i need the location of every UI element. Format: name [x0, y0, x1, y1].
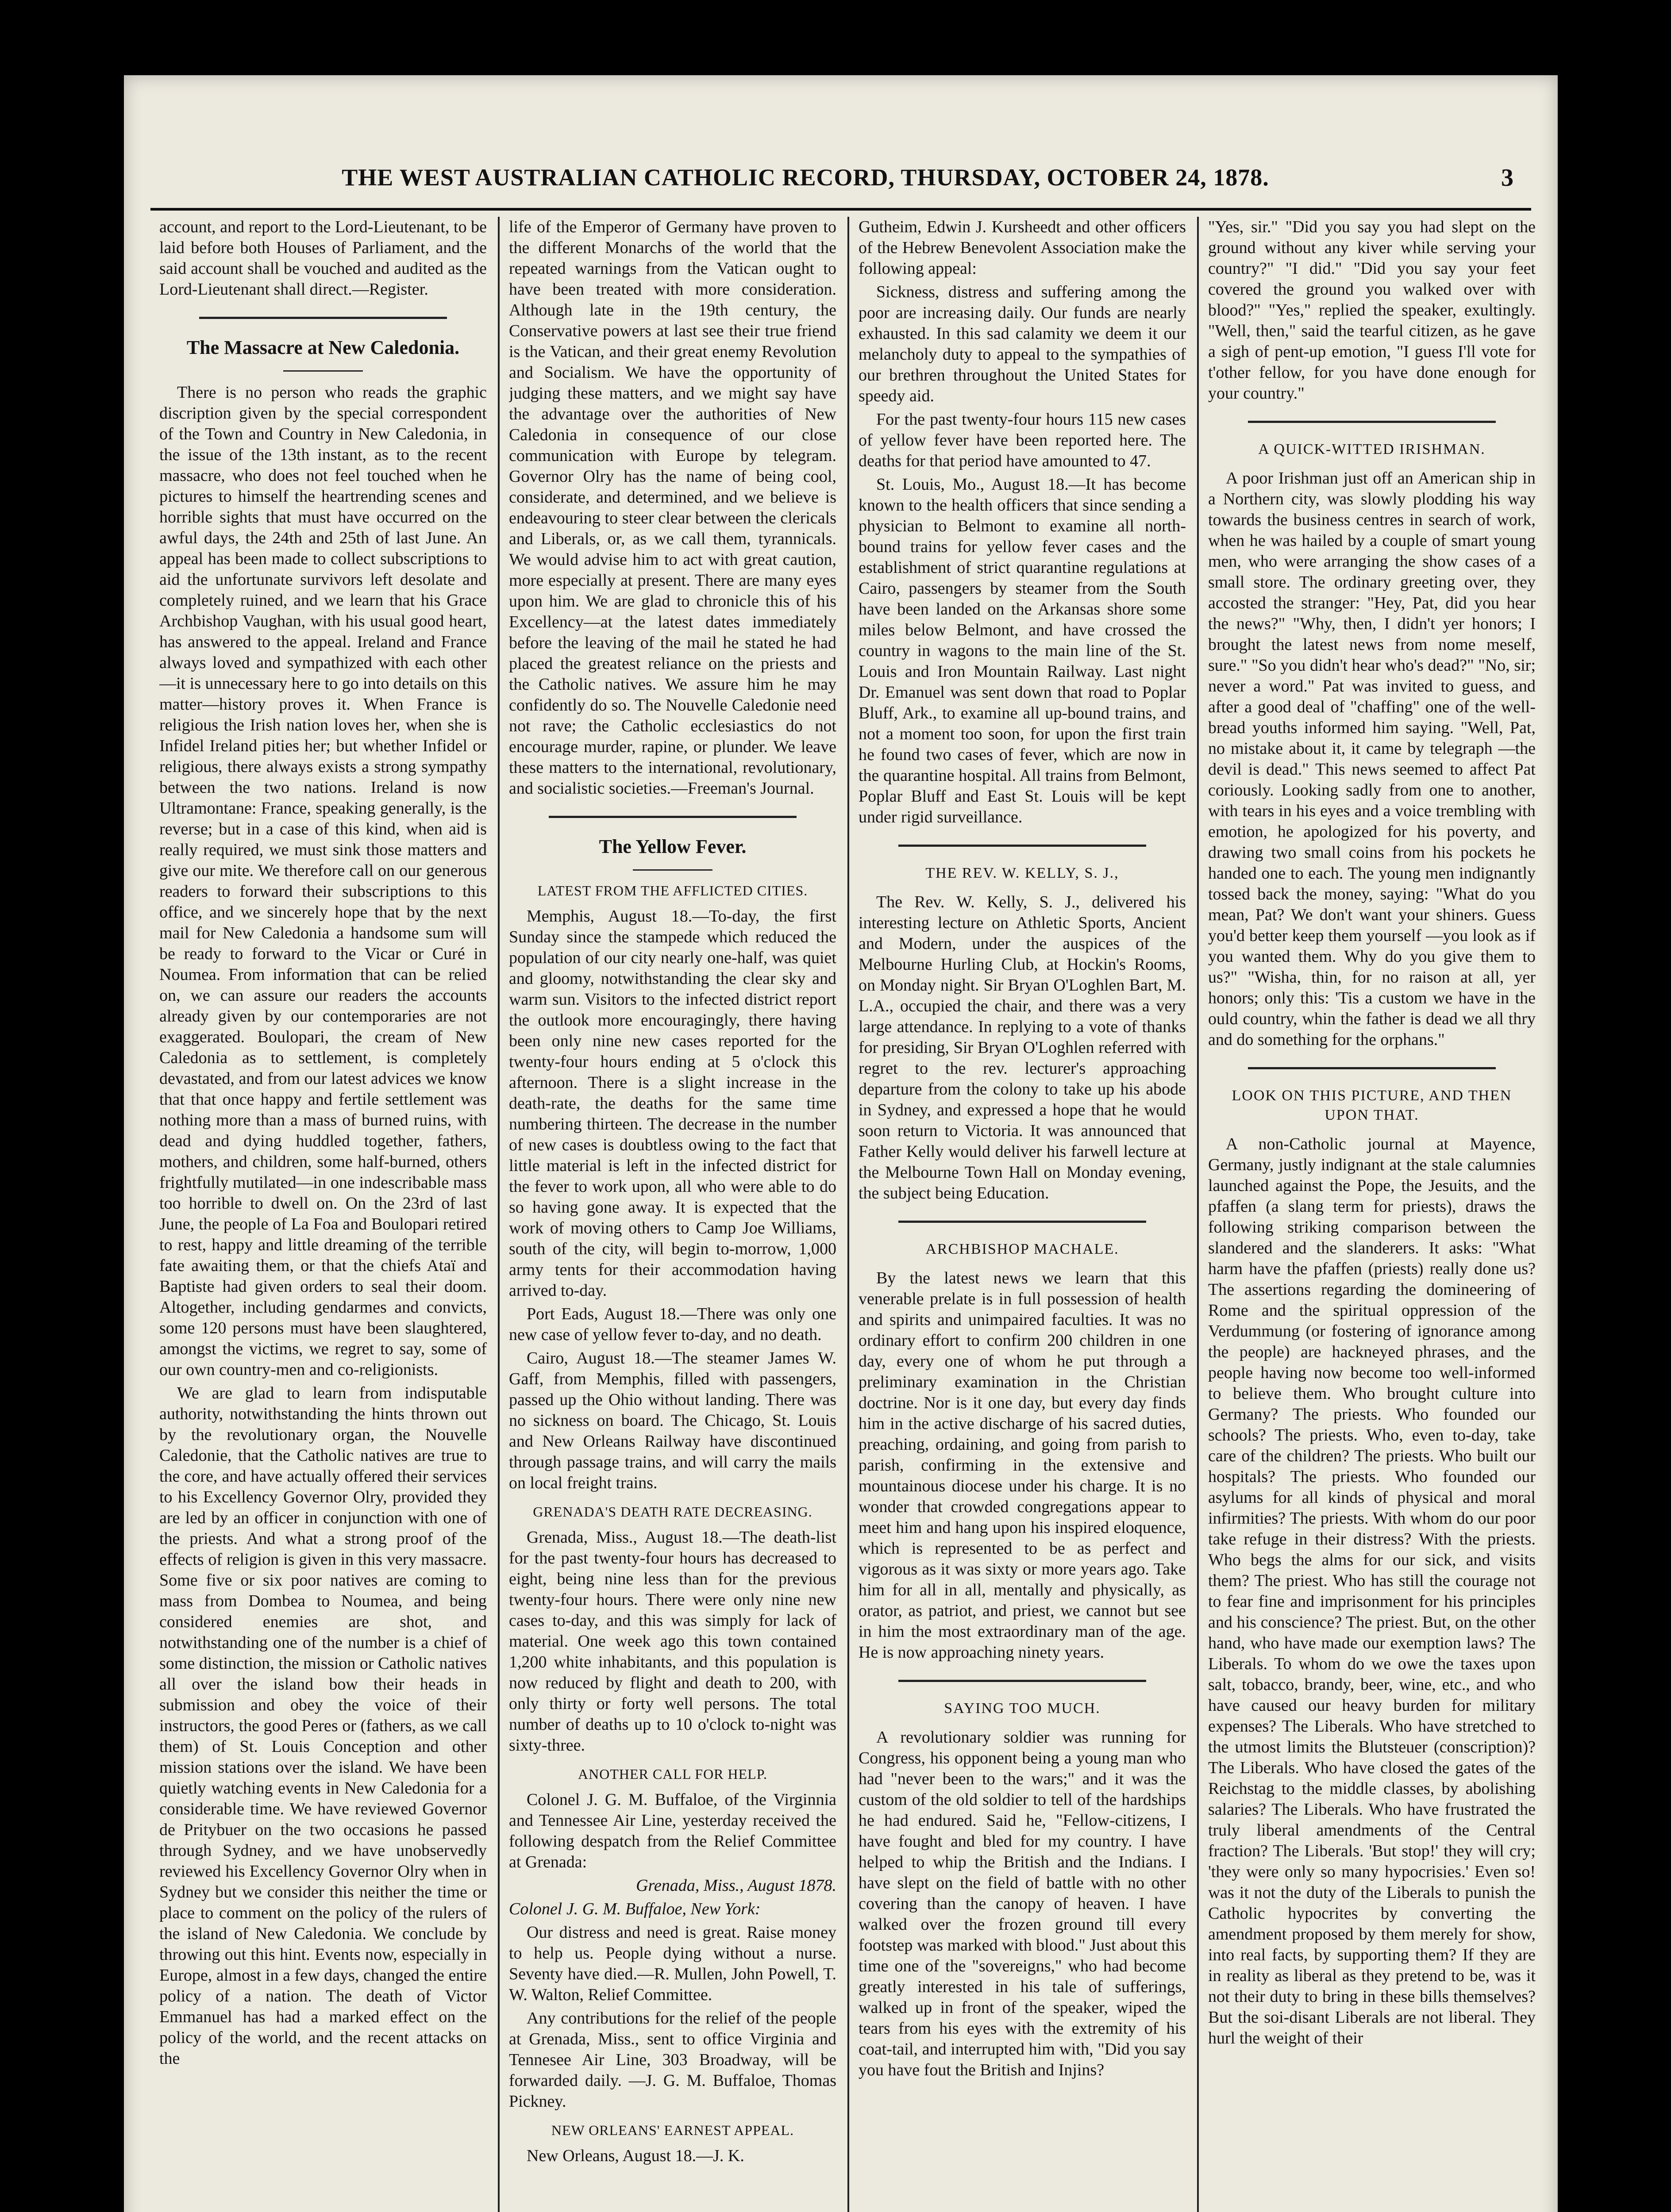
paragraph: We are glad to learn from indisputable authority, notwithstanding the hints thrown out by the revolutionary organ, the Nouvelle Caledonie, that the Catholic natives are true to the core, and have actually offered their services to his Excellency Governor Olry, provided they are led by an officer in conjunction with one of the priests. And what a strong proof of the effects of religion is given in this very massacre. Some five or six poor natives are coming to mass from Dombea to Noumea, and being considered enemies are shot, and notwithstanding one of the number is a chief of some distinction, the mission or Catholic natives all over the island bow their heads in submission and obey the voice of their instructors, the good Peres or (fathers, as we call them) of St. Louis Conception and other mission stations over the island. We have been quietly watching events in New Caledonia for a considerable time. We have reviewed Governor de Pritybuer on the two occasions he passed through Sydney, and we have unobservedly reviewed his Excellency Governor Olry when in Sydney but we consider this neither the time or place to comment on the policy of the rulers of the island of New Caledonia. We conclude by throwing out this hint. Events now, especially in Europe, almost in a few days, changed the entire policy of a nation. The death of Victor Emmanuel has had a marked effect on the policy of the world, and the recent attacks on the — [159, 1384, 487, 2068]
section-rule — [1248, 421, 1496, 423]
page-header — [150, 155, 1531, 211]
paragraph: St. Louis, Mo., August 18.—It has become known to the health officers that since sending a physician to Belmont to examine all north-bound trains for yellow fever cases and the establishment of strict quarantine regulations at Cairo, passengers by steamer from the South have been landed on the Arkansas shore some miles below Belmont, and have crossed the country in wagons to the main line of the St. Louis and Iron Mountain Railway. Last night Dr. Emanuel was sent down that road to Poplar Bluff, Ark., to examine all up-bound trains, and not a moment too soon, for upon the first train he found two cases of fever, which are now in the quarantine hospital. All trains from Belmont, Poplar Bluff and East St. Louis will be kept under rigid surveillance. — [859, 475, 1186, 826]
section-rule — [1248, 1067, 1496, 1069]
paragraph: Sickness, distress and suffering among the poor are increasing daily. Our funds are nearly exhausted. In this sad calamity we deem it our melancholy duty to appeal to the sympathies of our brethren throughout the United States for speedy aid. — [859, 283, 1186, 405]
heading-rule — [633, 869, 712, 871]
column-2 — [509, 217, 836, 2212]
article-continuation: life of the Emperor of Germany have proven to the different Monarchs of the world that the repeated warnings from the Vatican ought to have been treated with more consideration. Although late in the 19th century, the Conservative powers at last see their true friend is the Vatican, and their great enemy Revolution and Socialism. We have the opportunity of judging these matters, and we might say have the advantage over the authorities of New Caledonia in consequence of our close communication with Europe by telegram. Governor Olry has the name of being cool, considerate, and determined, and we believe is endeavouring to steer clear between the clericals and Liberals, or, as we call them, tyrannicals. We would advise him to act with great caution, more especially at present. There are many eyes upon him. We are glad to chronicle this of his Excellency—at the latest dates immediately before the leaving of the mail he stated he had placed the greatest reliance on the priests and the Catholic natives. We assure him he may confidently do so. The Nouvelle Caledonie need not rave; the Catholic ecclesiastics do not encourage murder, rapine, or plunder. We leave these matters to the international, revolutionary, and socialistic societies.—Freeman's Journal. — [509, 218, 836, 798]
article-continuation: account, and report to the Lord-Lieutenant, to be laid before both Houses of Parliament, and the said account shall be vouched and audited as the Lord-Lieutenant shall direct.—Register. — [159, 218, 487, 299]
column-divider — [498, 217, 500, 2212]
paragraph: There is no person who reads the graphic discription given by the special correspondent of the Town and Country in New Caledonia, in the issue of the 13th instant, as to the recent massacre, who does not feel touched when he pictures to himself the heartrending scenes and horrible sights that must have occurred on the awful days, the 24th and 25th of last June. An appeal has been made to collect subscriptions to aid the unfortunate survivors left desolate and completely ruined, and we learn that his Grace Archbishop Vaughan, with his usual good heart, has answered to the appeal. Ireland and France always loved and sympathized with each other—it is unnecessary here to go into details on this matter—history proves it. When France is religious the Irish nation loves her, when she is Infidel Ireland pities her; but whether Infidel or religious, there always exists a strong sympathy between the two nations. Ireland is now Ultramontane: France, speaking generally, is the reverse; but in a case of this kind, when aid is really required, we must sink those matters and give our mite. We therefore call on our generous readers to forward their subscriptions to this office, and we sincerely hope that by the next mail for New Caledonia a handsome sum will be ready to forward to the Vicar or Curé in Noumea. From information that can be relied on, we can assure our readers the accounts already given by our contemporaries are not exaggerated. Boulopari, the cream of New Caledonia as to settlement, is completely devastated, and from our latest advices we know that that once happy and fertile settlement was nothing more than a mass of burned ruins, with dead and dying huddled together, fathers, mothers, and children, some half-burned, others frightfully mutilated—in one indescribable mass too horrible to dwell on. On the 23rd of last June, the people of La Foa and Boulopari retired to rest, happy and little dreaming of the terrible fate awaiting them, or that the chiefs Ataï and Baptiste had given orders to seal their doom. Altogether, including gendarmes and convicts, some 120 persons must have been slaughtered, amongst the victims, we regret to say, some of our own country-men and co-religionists. — [159, 383, 487, 1379]
paragraph: Grenada, Miss., August 18.—The death-list for the past twenty-four hours has decreased to eight, being nine less than for the previous twenty-four hours. There were only nine new cases to-day, and this was simply for lack of material. One week ago this town contained 1,200 white inhabitants, and this population is now reduced by flight and death to 200, with only thirty or forty well persons. The total number of deaths up to 10 o'clock to-night was sixty-three. — [509, 1528, 836, 1755]
column-3 — [859, 217, 1186, 2212]
paragraph: New Orleans, August 18.—J. K. — [527, 2147, 744, 2165]
paragraph: For the past twenty-four hours 115 new cases of yellow fever have been reported here. The deaths for that period have amounted to 47. — [859, 410, 1186, 470]
article-continuation: "Yes, sir." "Did you say you had slept on the ground without any kiver while serving your country?" "I did." "Did you say your feet covered the ground you walked over with blood?" "Yes," replied the speaker, exultingly. "Well, then," said the tearful citizen, as he gave a sigh of pent-up emotion, "I guess I'll vote for t'other fellow, for you have done enough for your country." — [1208, 218, 1536, 403]
column-1 — [159, 217, 487, 2212]
article-continuation: Gutheim, Edwin J. Kursheedt and other officers of the Hebrew Benevolent Association make the following appeal: — [859, 218, 1186, 278]
heading-rule — [283, 370, 363, 372]
article-heading-archbishop-machale: ARCHBISHOP MACHALE. — [925, 1241, 1119, 1257]
section-rule — [898, 845, 1146, 847]
article-heading-yellow-fever: The Yellow Fever. — [599, 836, 747, 857]
section-rule — [199, 317, 447, 319]
column-4 — [1208, 217, 1536, 2212]
paragraph: Any contributions for the relief of the people at Grenada, Miss., sent to office Virginia and Tennesee Air Line, 303 Broadway, will be forwarded daily. —J. G. M. Buffaloe, Thomas Pickney. — [509, 2009, 836, 2111]
paragraph: By the latest news we learn that this venerable prelate is in full possession of health and spirits and unimpaired faculties. It was no ordinary effort to confirm 200 children in one day, every one of whom he put through a preliminary examination in the Christian doctrine. Nor is it one day, but every day finds him in the active discharge of his sacred duties, preaching, ordaining, and going from parish to parish, confirming in the extensive and mountainous diocese under his charge. It is no wonder that crowded congregations appear to meet him and hang upon his inspired eloquence, which is represented to be as perfect and vigorous as it was sixty or more years ago. Take him for all in all, mentally and physically, as orator, as patriot, and priest, we cannot but see in him the most extraordinary man of the age. He is now approaching ninety years. — [859, 1269, 1186, 1662]
article-heading-quick-witted-irishman: A QUICK-WITTED IRISHMAN. — [1258, 441, 1486, 457]
article-heading-new-caledonia: The Massacre at New Caledonia. — [186, 337, 460, 358]
paragraph: A revolutionary soldier was running for Congress, his opponent being a young man who had "never been to the wars;" and it was the custom of the old soldier to tell of the hardships he had endured. Said he, "Fellow-citizens, I have fought and bled for my country. I have helped to whip the British and the Indians. I have slept on the field of battle with no other covering than the canopy of heaven. I have walked over the frozen ground till every footstep was marked with blood." Just about this time one of the "sovereigns," who had become greatly interested in his tale of sufferings, walked up in front of the speaker, wiped the tears from his eyes with the extremity of his coat-tail, and interrupted him with, "Did you say you have fout the British and Injins? — [859, 1728, 1186, 2079]
dateline: Grenada, Miss., August 1878. — [636, 1876, 836, 1895]
subheading: NEW ORLEANS' EARNEST APPEAL. — [551, 2122, 794, 2138]
paragraph: A poor Irishman just off an American ship in a Northern city, was slowly plodding his way towards the business centres in search of work, when he was hailed by a couple of smart young men, who were arranging the show cases of a small store. The ordinary greeting over, they accosted the stranger: "Hey, Pat, did you hear the news?" "Why, then, I didn't yer honors; I brought the latest news from nome meself, sure." "So you didn't hear who's dead?" "No, sir; never a word." Pat was invited to guess, and after a good deal of "chaffing" one of the well-bread youths informed him saying. "Well, Pat, no mistake about it, it came by telegraph —the devil is dead." This news seemed to affect Pat coriously. Looking sadly from one to another, with tears in his eyes and a voice trembling with emotion, he apologized for his poverty, and drawing two small coins from his pockets he handed one to each. The young men indignantly tossed back the money, saying: "What do you mean, Pat? We don't want your shiners. Guess you'd better keep them yourself —you look as if you wanted them. Why do you give them to us?" "Wisha, thin, for no raison at all, yer honors; only this: 'Tis a custom we have in the ould country, whin the father is dead we all thry and do something for the orphans." — [1208, 469, 1536, 1049]
subheading: GRENADA'S DEATH RATE DECREASING. — [533, 1504, 812, 1520]
running-title: THE WEST AUSTRALIAN CATHOLIC RECORD, THURSDAY, OCTOBER 24, 1878. — [342, 164, 1269, 191]
section-rule — [549, 816, 797, 818]
subheading: ANOTHER CALL FOR HELP. — [578, 1766, 767, 1782]
page-number: 3 — [1501, 164, 1513, 192]
column-divider — [1197, 217, 1199, 2212]
paragraph: Memphis, August 18.—To-day, the first Sunday since the stampede which reduced the population of our city nearly one-half, was quiet and gloomy, notwithstanding the clear sky and warm sun. Visitors to the infected district report the outlook more encouragingly, there having been only nine new cases reported for the twenty-four hours ending at 5 o'clock this afternoon. There is a slight increase in the death-rate, the deaths for the same time numbering thirteen. The decrease in the number of new cases is doubtless owing to the fact that little material is left in the infected district for the fever to work upon, all who were able to do so having gone away. It is expected that the work of moving others to Camp Joe Williams, south of the city, will begin to-morrow, 1,000 army tents for their accommodation having arrived to-day. — [509, 907, 836, 1300]
article-heading-saying-too-much: SAYING TOO MUCH. — [944, 1700, 1101, 1717]
article-heading-look-on-this-picture: LOOK ON THIS PICTURE, AND THEN UPON THAT. — [1232, 1087, 1512, 1123]
paragraph: Our distress and need is great. Raise money to help us. People dying without a nurse. Seventy have died.—R. Mullen, John Powell, T. W. Walton, Relief Committee. — [509, 1923, 836, 2004]
paragraph: Colonel J. G. M. Buffaloe, of the Virginnia and Tennessee Air Line, yesterday received the following despatch from the Relief Committee at Grenada: — [509, 1790, 836, 1871]
column-divider — [847, 217, 849, 2212]
newspaper-page — [124, 75, 1558, 2212]
addressee: Colonel J. G. M. Buffaloe, New York: — [509, 1900, 761, 1918]
paragraph: The Rev. W. Kelly, S. J., delivered his interesting lecture on Athletic Sports, Ancient and Modern, under the auspices of the Melbourne Hurling Club, at Hockin's Rooms, on Monday night. Sir Bryan O'Loghlen Bart, M. L.A., occupied the chair, and there was a very large attendance. In replying to a vote of thanks for presiding, Sir Bryan O'Loghlen referred with regret to the rev. lecturer's approaching departure from the colony to take up his abode in Sydney, and expressed a hope that he would soon return to Victoria. It was announced that Father Kelly would deliver his farwell lecture at the Melbourne Town Hall on Monday evening, the subject being Education. — [859, 893, 1186, 1202]
paragraph: Cairo, August 18.—The steamer James W. Gaff, from Memphis, filled with passengers, passed up the Ohio without landing. There was no sickness on board. The Chicago, St. Louis and New Orleans Railway have discontinued through passage trains, and will carry the mails on local freight trains. — [509, 1349, 836, 1492]
section-rule — [898, 1221, 1146, 1223]
section-rule — [898, 1680, 1146, 1682]
article-heading-rev-kelly: THE REV. W. KELLY, S. J., — [925, 865, 1119, 881]
subheading: LATEST FROM THE AFFLICTED CITIES. — [537, 883, 808, 899]
paragraph: Port Eads, August 18.—There was only one new case of yellow fever to-day, and no death. — [509, 1305, 836, 1344]
paragraph: A non-Catholic journal at Mayence, Germany, justly indignant at the stale calumnies launched against the Pope, the Jesuits, and the pfaffen (a slang term for priests), draws the following striking comparison between the slandered and the slanderers. It asks: "What harm have the pfaffen (priests) really done us? The assertions regarding the domineering of Rome and the spiritual oppression of the Verdummung (or fostering of ignorance among the people) are hackneyed phrases, and the people having now become too well-informed to believe them. Who brought culture into Germany? The priests. Who founded our schools? The priests. Who, even to-day, take care of the children? The priests. Who built our hospitals? The priests. Who founded our asylums for all kinds of physical and moral infirmities? The priests. With whom do our poor take refuge in their distress? With the priests. Who begs the alms for our sick, and visits them? The priest. Who has still the courage not to fear fine and imprisonment for his principles and his conscience? The priest. But, on the other hand, who have made our exemption laws? The Liberals. To whom do we owe the taxes upon salt, tobacco, brandy, beer, wine, etc., and who have caused our heavy burden for military expenses? The Liberals. Who have stretched to the utmost limits the Blutsteuer (conscription)? The Liberals. Who have closed the gates of the Reichstag to the middle classes, by abolishing salaries? The Liberals. Who have frustrated the truly liberal amendments of the Central fraction? The Liberals. 'But stop!' they will cry; 'they were only so many hypocrisies.' Even so! was it not the duty of the Liberals to punish the Catholic hypocrites by converting the amendment proposed by them merely for show, into real facts, by supporting them? If they are in reality as liberal as they pretend to be, was it not their duty to bring in these bills themselves? But the soi-disant Liberals are not liberal. They hurl the weight of their — [1208, 1135, 1536, 2047]
